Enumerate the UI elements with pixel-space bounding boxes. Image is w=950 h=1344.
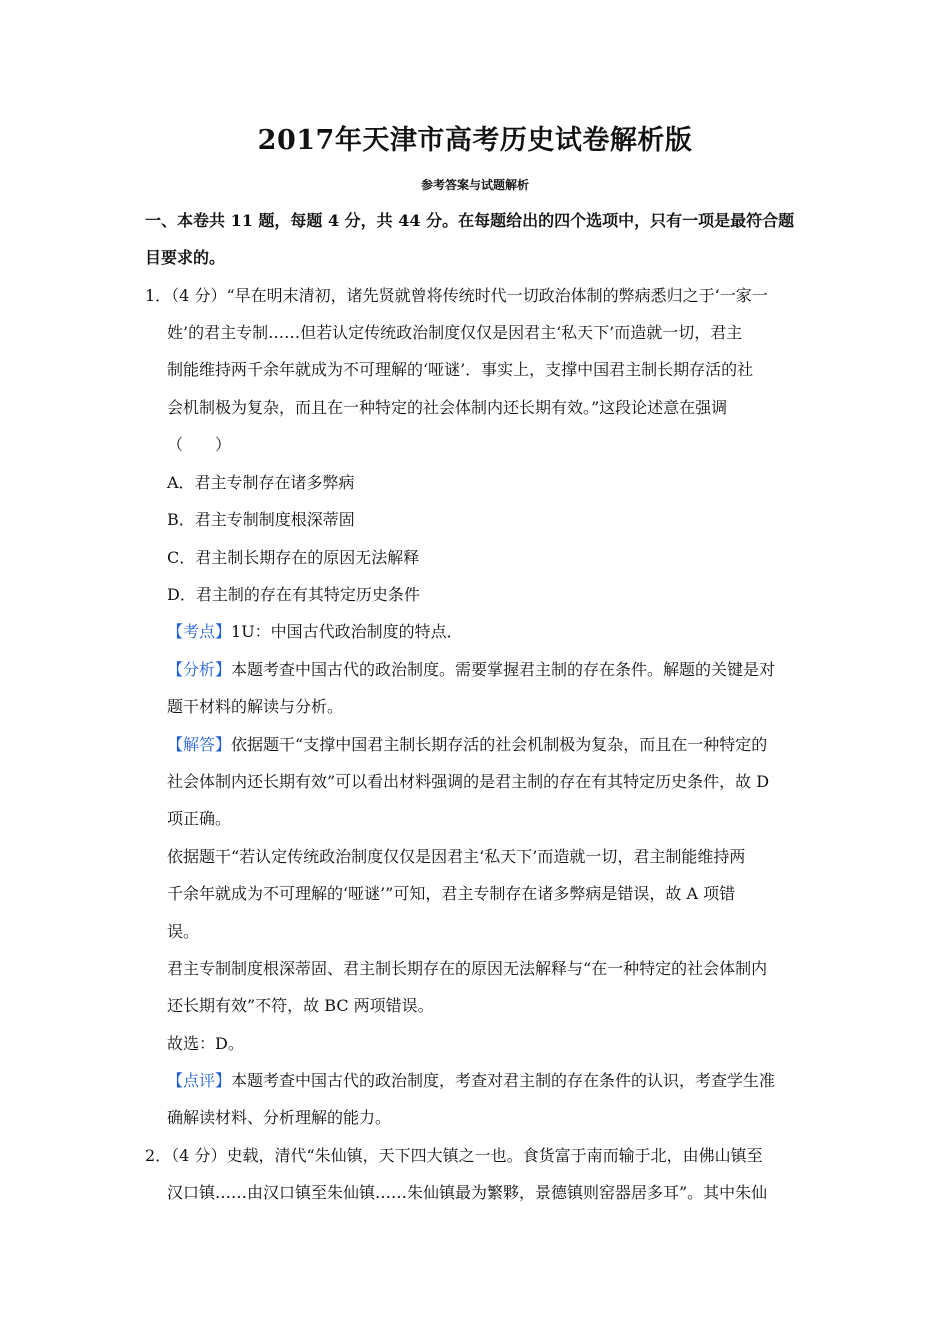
page-subtitle: 参考答案与试题解析 (420, 178, 529, 192)
q1-jieda-line: 项正确。 (167, 809, 232, 828)
q1-jieda-line: 君主专制制度根深蒂固、君主制长期存在的原因无法解释与“在一种特定的社会体制内 (167, 959, 768, 978)
fenxi-text: 本题考查中国古代的政治制度。需要掌握君主制的存在条件。解题的关键是对 (231, 660, 776, 679)
dianping-text: 本题考查中国古代的政治制度，考查对君主制的存在条件的认识，考查学生准 (231, 1071, 776, 1090)
kaodian-tag: 【考点】 (167, 622, 232, 641)
page-title: 2017年天津市高考历史试卷解析版 (257, 125, 693, 156)
q1-option-a: A．君主专制存在诸多弊病 (167, 473, 355, 492)
q2-stem-line: 汉口镇……由汉口镇至朱仙镇……朱仙镇最为繁夥，景德镇则窑器居多耳”。其中朱仙 (167, 1183, 768, 1202)
q1-fenxi-line: 题干材料的解读与分析。 (167, 697, 344, 716)
q1-jieda-line: 还长期有效”不符，故 BC 两项错误。 (167, 996, 434, 1015)
q1-stem-line: 会机制极为复杂，而且在一种特定的社会体制内还长期有效。”这段论述意在强调 (167, 398, 728, 417)
q1-stem-line: 制能维持两千余年就成为不可理解的‘哑谜’．事实上，支撑中国君主制长期存活的社 (167, 360, 754, 379)
q2-stem-line: 2．（4 分）史载，清代“朱仙镇，天下四大镇之一也。食货富于南而输于北，由佛山镇至 (145, 1146, 763, 1165)
kaodian-text: 1U：中国古代政治制度的特点． (231, 622, 463, 641)
section-heading-line-2: 目要求的。 (145, 248, 226, 267)
jieda-text: 依据题干“支撑中国君主制长期存活的社会机制极为复杂，而且在一种特定的 (231, 735, 768, 754)
fenxi-tag: 【分析】 (167, 660, 232, 679)
q1-option-b: B．君主专制制度根深蒂固 (167, 510, 355, 529)
q1-option-c: C．君主制长期存在的原因无法解释 (167, 548, 420, 567)
q1-jieda-line: 依据题干“若认定传统政治制度仅仅是因君主‘私天下’而造就一切，君主制能维持两 (167, 847, 746, 866)
q1-dianping (167, 1071, 775, 1091)
q1-stem-line: 1．（4 分）“早在明末清初，诸先贤就曾将传统时代一切政治体制的弊病悉归之于‘一家一 (145, 286, 768, 305)
q1-jieda-line: 千余年就成为不可理解的‘哑谜’”可知，君主专制存在诸多弊病是错误，故 A 项错 (167, 884, 736, 903)
q1-dianping-line: 确解读材料、分析理解的能力。 (167, 1108, 392, 1127)
section-heading-line-1: 一、本卷共 11 题，每题 4 分，共 44 分。在每题给出的四个选项中，只有一项是最符合题 (145, 211, 795, 230)
q1-jieda-line: 误。 (167, 922, 200, 941)
q1-jieda-line: 社会体制内还长期有效”可以看出材料强调的是君主制的存在有其特定历史条件，故 D (167, 772, 770, 791)
q1-answer: 故选：D。 (167, 1034, 244, 1053)
q1-jieda (167, 735, 767, 755)
q1-kaodian (167, 622, 463, 642)
q1-option-d: D．君主制的存在有其特定历史条件 (167, 585, 420, 604)
dianping-tag: 【点评】 (167, 1071, 232, 1090)
jieda-tag: 【解答】 (167, 735, 232, 754)
q1-fenxi (167, 660, 775, 680)
q1-stem-line: （ ） (167, 435, 232, 454)
q1-stem-line: 姓’的君主专制……但若认定传统政治制度仅仅是因君主‘私天下’而造就一切，君主 (167, 323, 743, 342)
